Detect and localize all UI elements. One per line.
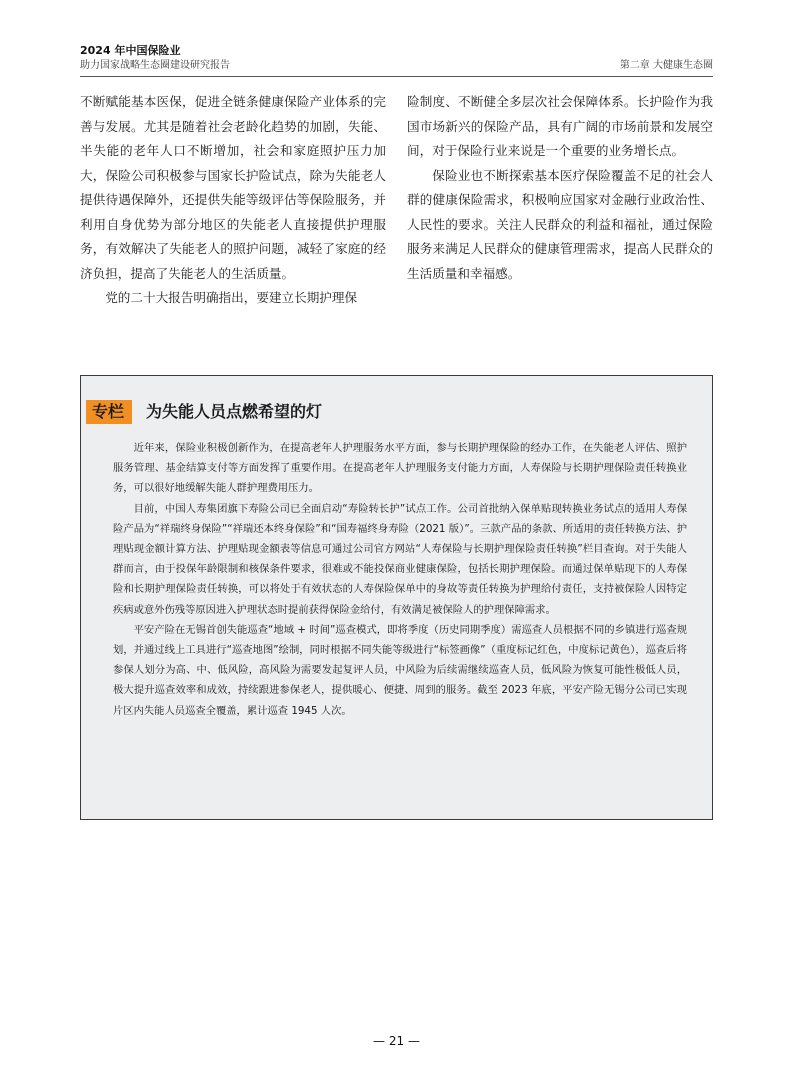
box-paragraph-2: 目前，中国人寿集团旗下寿险公司已全面启动“寿险转长护”试点工作。公司首批纳入保单贴现转换业务试点的适用人寿保险产品为“祥瑞终身保险”“祥瑞还本终身保险”和“国寿福终身寿险（2021 版）”。三款产品的条款、所适用的责任转换方法、护理贴现金额计算方法、护理贴现金额表等信息可通过公司官方网站“人寿保险与长期护理保险责任转换”栏目查询。对于失能人群而言，由于投保年龄限制和核保条件要求，很难或不能投保商业健康保险，包括长期护理保险。而通过保单贴现下的人寿保险和长期护理保险责任转换，可以将处于有效状态的人寿保险保单中的身故等责任转换为护理给付责任，支持被保险人因特定疾病或意外伤残等原因进入护理状态时提前获得保险金给付，有效满足被保险人的护理保障需求。 (113, 502, 687, 616)
body-columns (80, 90, 713, 311)
page-number: — 21 — (373, 1034, 420, 1048)
left-paragraph-1: 不断赋能基本医保，促进全链条健康保险产业体系的完善与发展。尤其是随着社会老龄化趋势的加剧，失能、半失能的老年人口不断增加，社会和家庭照护压力加大，保险公司积极参与国家长护险试点，除为失能老人提供待遇保障外，还提供失能等级评估等保险服务，并利用自身优势为部分地区的失能老人直接提供护理服务，有效解决了失能老人的照护问题，减轻了家庭的经济负担，提高了失能老人的生活质量。 (80, 94, 386, 281)
chapter-label: 第二章 大健康生态圈 (619, 60, 713, 71)
right-paragraph-2: 保险业也不断探索基本医疗保险覆盖不足的社会人群的健康保险需求，积极响应国家对金融行业政治性、人民性的要求。关注人民群众的利益和福祉，通过保险服务来满足人民群众的健康管理需求，提高人民群众的生活质量和幸福感。 (407, 167, 713, 281)
page-header (80, 44, 713, 73)
right-paragraph-1: 险制度、不断健全多层次社会保障体系。长护险作为我国市场新兴的保险产品，具有广阔的市场前景和发展空间，对于保险行业来说是一个重要的业务增长点。 (407, 94, 713, 158)
report-subtitle: 助力国家战略生态圈建设研究报告 (80, 60, 230, 71)
feature-box-title: 为失能人员点燃希望的灯 (146, 402, 323, 421)
header-divider (80, 76, 713, 77)
box-paragraph-1: 近年来，保险业积极创新作为，在提高老年人护理服务水平方面，参与长期护理保险的经办工作，在失能老人评估、照护服务管理、基金结算支付等方面发挥了重要作用。在提高老年人护理服务支付能力方面，人寿保险与长期护理保险责任转换业务，可以很好地缓解失能人群护理费用压力。 (113, 442, 687, 495)
feature-box-body (113, 438, 687, 721)
header-row (80, 59, 713, 73)
left-column (80, 90, 386, 311)
feature-box (80, 375, 713, 820)
column-tag: 专栏 (86, 400, 132, 424)
box-paragraph-3: 平安产险在无锡首创失能巡查“地域 + 时间”巡查模式，即将季度（历史同期季度）需巡查人员根据不同的乡镇进行巡查规划，并通过线上工具进行“巡查地图”绘制，同时根据不同失能等级进行“标签画像”（重度标记红色，中度标记黄色），巡查后将参保人划分为高、中、低风险，高风险为需要发起复评人员，中风险为后续需继续巡查人员，低风险为恢复可能性极低人员，极大提升巡查效率和成效，持续跟进参保老人，提供暖心、便捷、周到的服务。截至 2023 年底，平安产险无锡分公司已实现片区内失能人员巡查全覆盖，累计巡查 1945 人次。 (113, 623, 687, 717)
right-column (407, 90, 713, 311)
left-paragraph-2: 党的二十大报告明确指出，要建立长期护理保 (105, 290, 358, 305)
report-year-title: 2024 年中国保险业 (80, 44, 181, 57)
feature-box-header (86, 400, 322, 424)
